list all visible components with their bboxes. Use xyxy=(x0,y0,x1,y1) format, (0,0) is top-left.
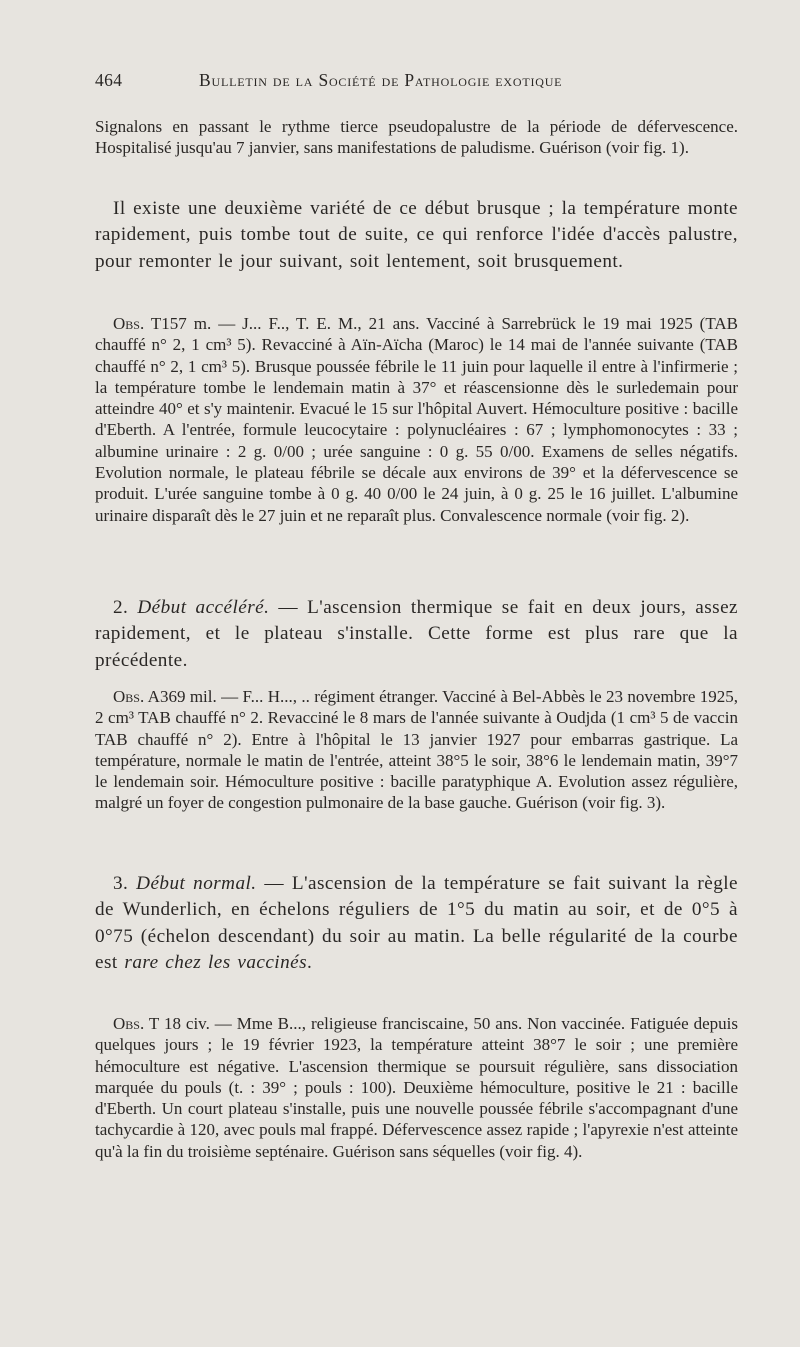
running-title: Bulletin de la Société de Pathologie exotique xyxy=(199,70,563,90)
paragraph-1 xyxy=(95,116,738,159)
observation-1 xyxy=(95,313,738,526)
section-3 xyxy=(95,871,738,976)
observation-label: Obs. xyxy=(113,687,145,706)
section-title: Début accéléré. xyxy=(137,597,270,618)
observation-label: Obs. xyxy=(113,1014,145,1033)
section-emphasis: rare chez les vaccinés xyxy=(124,951,308,973)
observation-3 xyxy=(95,1013,738,1162)
page-header xyxy=(95,70,740,98)
observation-text: T 18 civ. — Mme B..., religieuse franciscaine, 50 ans. Non vaccinée. Fatiguée depuis quelques jours ; le 19 février 1923, la température atteint 38°7 le soir ; une première hémoculture est négative. L'ascension thermique se poursuit régulière, sans dissociation marquée du pouls (t. : 39° ; pouls : 100). Deuxième hémoculture, positive le 21 : bacille d'Eberth. Un court plateau s'installe, puis une nouvelle poussée fébrile s'accompagnant d'une tachycardie à 120, avec pouls mal frappé. Défervescence assez rapide ; l'apyrexie n'est atteinte qu'à la fin du troisième septénaire. Guérison sans séquelles (voir fig. 4). xyxy=(95,1014,738,1161)
page-number: 464 xyxy=(95,70,123,90)
observation-text: T157 m. — J... F.., T. E. M., 21 ans. Vacciné à Sarrebrück le 19 mai 1925 (TAB chauffé n° 2, 1 cm³ 5). Revacciné à Aïn-Aïcha (Maroc) le 14 mai de l'année suivante (TAB chauffé n° 2, 1 cm³ 5). Brusque poussée fébrile le 11 juin pour laquelle il entre à l'infirmerie ; la température tombe le lendemain matin à 37° et réascensionne dès le surledemain pour atteindre 40° et s'y maintenir. Evacué le 15 sur l'hôpital Auvert. Hémoculture positive : bacille d'Eberth. A l'entrée, formule leucocytaire : polynucléaires : 67 ; lymphomonocytes : 33 ; albumine urinaire : 2 g. 0/00 ; urée sanguine : 0 g. 55 0/00. Examens de selles négatifs. Evolution normale, le plateau fébrile se décale aux environs de 39° et la défervescence se produit. L'urée sanguine tombe à 0 g. 40 0/00 le 24 juin, à 0 g. 25 le 16 juillet. L'albumine urinaire disparaît dès le 27 juin et ne reparaît plus. Convalescence normale (voir fig. 2). xyxy=(95,314,738,525)
section-2 xyxy=(95,595,738,674)
paragraph-2 xyxy=(95,196,738,275)
observation-2 xyxy=(95,686,738,814)
section-title: Début normal. xyxy=(136,873,257,894)
section-text-end: . xyxy=(307,951,313,973)
paragraph-text: Signalons en passant le rythme tierce pseudopalustre de la période de défervescence. Hospitalisé jusqu'au 7 janvier, sans manifestations de paludisme. Guérison (voir fig. 1). xyxy=(95,117,738,158)
section-number: 3. xyxy=(113,873,129,894)
observation-text: A369 mil. — F... H..., .. régiment étranger. Vacciné à Bel-Abbès le 23 novembre 1925, 2 cm³ TAB chauffé n° 2. Revacciné le 8 mars de l'année suivante à Oudjda (1 cm³ 5 de vaccin TAB chauffé n° 2). Entre à l'hôpital le 13 janvier 1927 pour embarras gastrique. La température, normale le matin de l'entrée, atteint 38°5 le soir, 38°6 le lendemain matin, 39°7 le lendemain soir. Hémoculture positive : bacille paratyphique A. Evolution assez régulière, malgré un foyer de congestion pulmonaire de la base gauche. Guérison (voir fig. 3). xyxy=(95,687,739,813)
section-text: — L'ascension de la température se fait suivant la règle de Wunderlich, en échelons réguliers de 1°5 du matin au soir, et de 0°5 à 0°75 (échelon descendant) du soir au matin. La belle régularité de la courbe est xyxy=(95,873,738,973)
section-number: 2. xyxy=(113,597,129,618)
observation-label: Obs. xyxy=(113,314,145,333)
section-text: — L'ascension thermique se fait en deux jours, assez rapidement, et le plateau s'installe. Cette forme est plus rare que la précédente. xyxy=(95,597,738,671)
paragraph-text: Il existe une deuxième variété de ce début brusque ; la température monte rapidement, puis tombe tout de suite, ce qui renforce l'idée d'accès palustre, pour remonter le jour suivant, soit lentement, soit brusquement. xyxy=(95,198,738,272)
